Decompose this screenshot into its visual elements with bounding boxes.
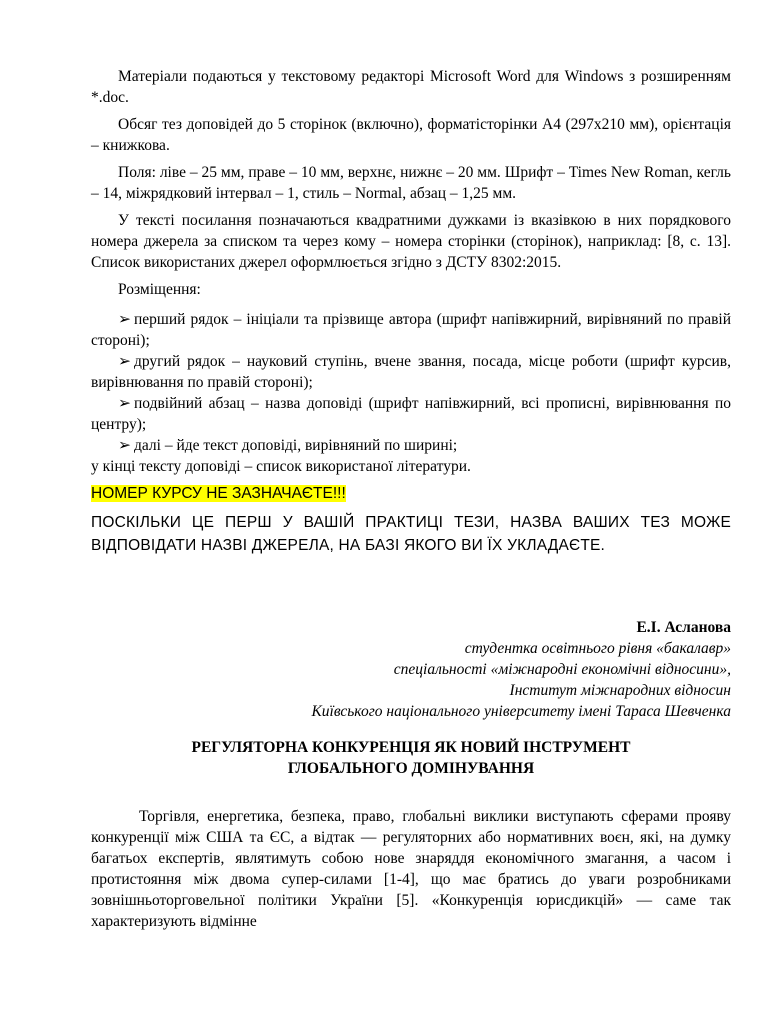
paragraph-references: У тексті посилання позначаються квадратними дужками із вказівкою в них порядкового номера джерела за списком та через кому – номера сторінки (сторінок), наприклад: [8, с. 13]. Список використаних джерел оформлюється згідно з ДСТУ 8302:2015. — [91, 212, 731, 271]
highlighted-text: НОМЕР КУРСУ НЕ ЗАЗНАЧАЄТЕ!!! — [91, 485, 346, 502]
author-name: Е.І. Асланова — [636, 619, 731, 636]
title-line-1: РЕГУЛЯТОРНА КОНКУРЕНЦІЯ ЯК НОВИЙ ІНСТРУМЕНТ — [191, 739, 631, 756]
author-block — [91, 617, 731, 722]
author-degree: студентка освітнього рівня «бакалавр» — [464, 640, 731, 657]
report-title — [91, 737, 731, 779]
list-item: ➢ перший рядок – ініціали та прізвище автора (шрифт напівжирний, вирівняний по правій стороні); — [91, 311, 731, 349]
author-specialty: спеціальності «міжнародні економічні відносини», — [393, 661, 731, 678]
arrow-bullet-icon: ➢ — [118, 311, 131, 328]
document-page — [91, 66, 731, 932]
arrow-bullet-icon: ➢ — [118, 353, 131, 370]
list-tail: у кінці тексту доповіді – список використаної літератури. — [91, 458, 471, 475]
report-body: Торгівля, енергетика, безпека, право, глобальні виклики виступають сферами прояву конкуренції між США та ЄС, а відтак — регуляторних або нормативних воєн, які, на думку багатьох експертів, являтимуть собою нове знаряддя економічного змагання, а часом і протистояння між двома супер-силами [1-4], що має братись до уваги розробниками зовнішньоторговельної політики України [5]. «Конкуренція юрисдикцій» — саме так характеризують відмінне — [91, 808, 731, 930]
list-item: ➢ далі – йде текст доповіді, вирівняний по ширині; — [118, 437, 458, 454]
arrow-bullet-icon: ➢ — [118, 437, 131, 454]
arrow-bullet-icon: ➢ — [118, 395, 131, 412]
list-item: ➢ другий рядок – науковий ступінь, вчене звання, посада, місце роботи (шрифт курсив, вирівнювання по правій стороні); — [91, 353, 731, 391]
list-item: ➢ подвійний абзац – назва доповіді (шрифт напівжирний, всі прописні, вирівнювання по центру); — [91, 395, 731, 433]
course-number-notice — [91, 483, 731, 504]
paragraph-placement-heading: Розміщення: — [118, 281, 201, 298]
paragraph-volume: Обсяг тез доповідей до 5 сторінок (включно), форматісторінки А4 (297х210 мм), орієнтація – книжкова. — [91, 116, 731, 154]
author-university: Київського національного університету імені Тараса Шевченка — [311, 703, 731, 720]
caps-notice: ПОСКІЛЬКИ ЦЕ ПЕРШ У ВАШІЙ ПРАКТИЦІ ТЕЗИ, НАЗВА ВАШИХ ТЕЗ МОЖЕ ВІДПОВІДАТИ НАЗВІ ДЖЕРЕЛА, НА БАЗІ ЯКОГО ВИ ЇХ УКЛАДАЄТЕ. — [91, 514, 731, 554]
placement-list — [91, 309, 731, 477]
paragraph-margins: Поля: ліве – 25 мм, праве – 10 мм, верхнє, нижнє – 20 мм. Шрифт – Times New Roman, кегль – 14, міжрядковий інтервал – 1, стиль – Normal, абзац – 1,25 мм. — [91, 164, 731, 202]
author-institute: Інститут міжнародних відносин — [509, 682, 731, 699]
paragraph-file-format: Матеріали подаються у текстовому редакторі Microsoft Word для Windows з розширенням *.doc. — [91, 68, 731, 106]
title-line-2: ГЛОБАЛЬНОГО ДОМІНУВАННЯ — [287, 760, 535, 777]
